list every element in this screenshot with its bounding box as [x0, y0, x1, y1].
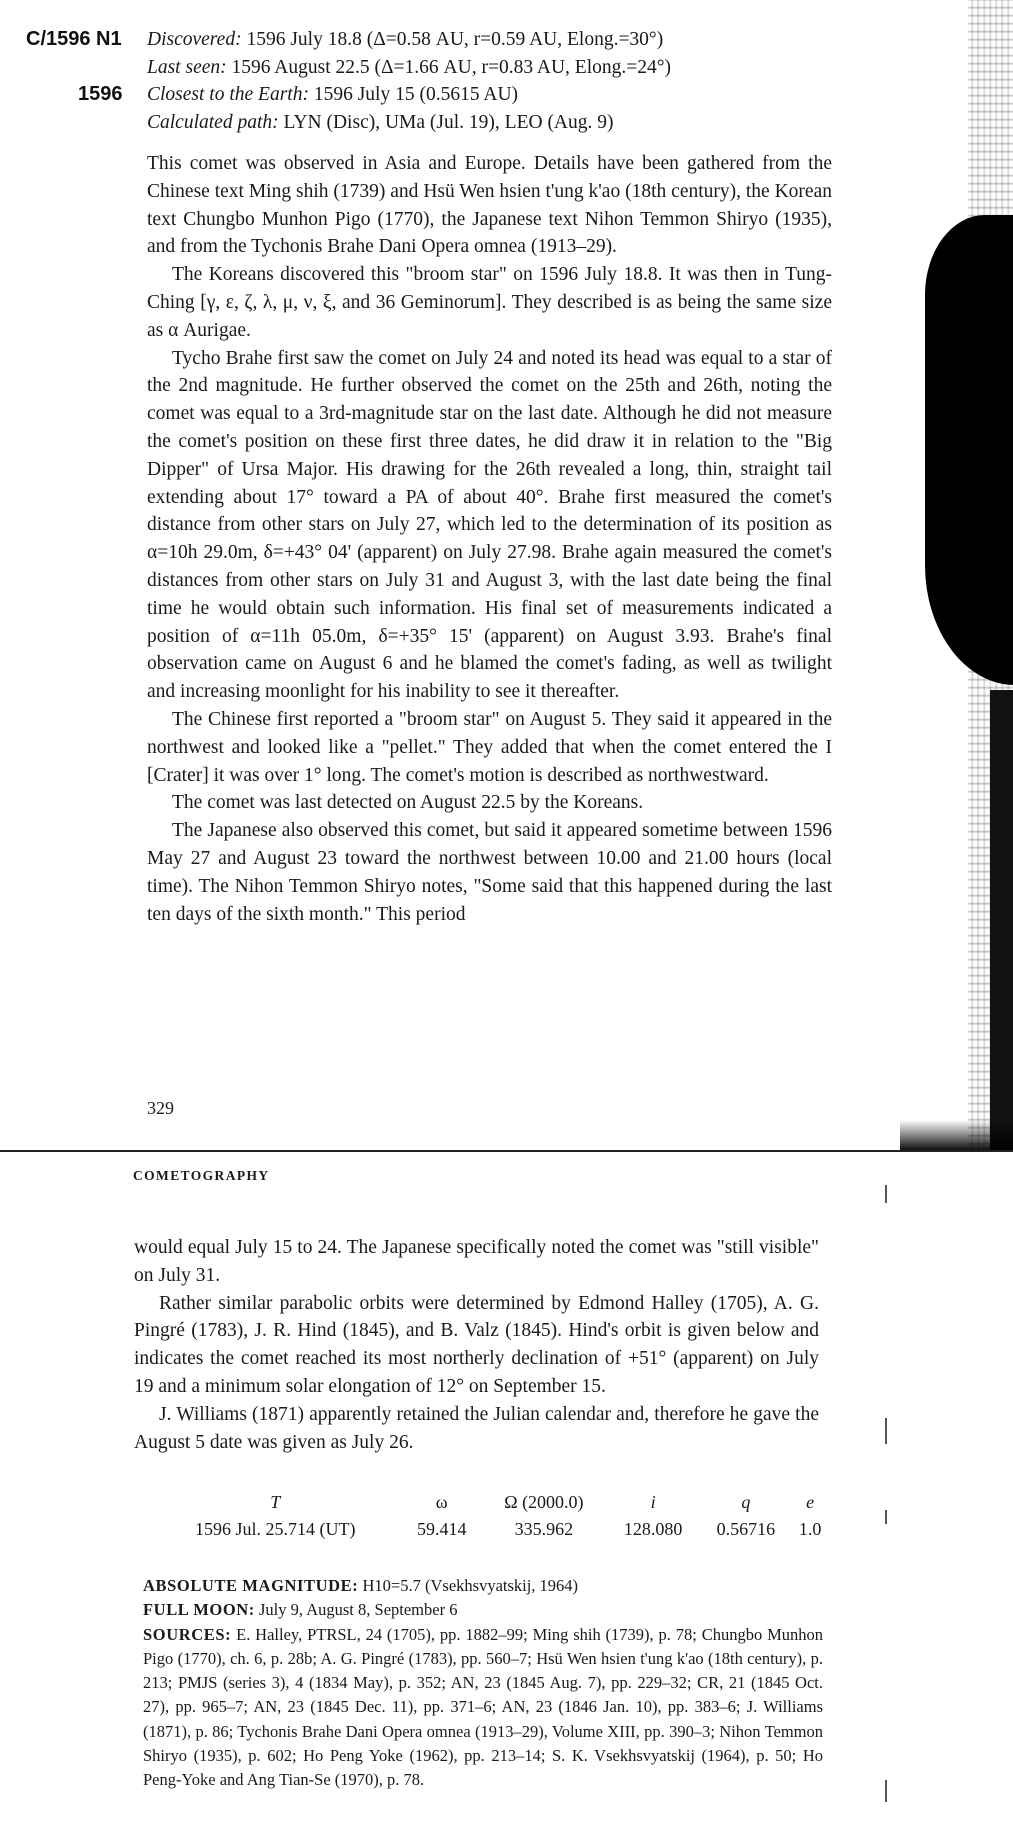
meta-label: SOURCES:: [143, 1624, 232, 1644]
fact-value: 1596 July 15 (0.5615 AU): [308, 84, 519, 105]
scan-shadow-strip: [990, 690, 1013, 1150]
margin-mark: [885, 1780, 887, 1802]
table-cell: 0.56716: [716, 1519, 776, 1539]
page-two-body: [134, 1234, 819, 1456]
meta-value: H10=5.7 (Vsekhsvyatskij, 1964): [358, 1576, 579, 1595]
paragraph: Rather similar parabolic orbits were determined by Edmond Halley (1705), A. G. Pingré (1783), J. R. Hind (1845), and B. Valz (1845). Hind's orbit is given below and indicates the comet reached its most northerly declination of +51° (apparent) on July 19 and a minimum solar elongation of 12° on September 15.: [134, 1292, 819, 1397]
meta-label: ABSOLUTE MAGNITUDE:: [143, 1576, 359, 1595]
page-divider: [0, 1150, 1013, 1152]
entry-metadata: [143, 1574, 823, 1793]
meta-label: FULL MOON:: [143, 1600, 255, 1620]
paragraph: This comet was observed in Asia and Europe. Details have been gathered from the Chinese text Ming shih (1739) and Hsü Wen hsien t'ung k'ao (18th century), the Korean text Chungbo Munhon Pigo (1770), the Japanese text Nihon Temmon Shiryo (1935), and from the Tychonis Brahe Dani Opera omnea (1913–29).: [147, 153, 832, 258]
margin-mark: [885, 1510, 887, 1524]
fact-discovered: [147, 26, 827, 54]
paragraph: Tycho Brahe first saw the comet on July 24 and noted its head was equal to a star of the 2nd magnitude. He further observed the comet on the 25th and 26th, noting the comet was equal to a 3rd-magnitude star on the last date. Although he did not measure the comet's position on these first three dates, he did draw it in relation to the "Big Dipper" of Ursa Major. His drawing for the 26th revealed a long, thin, straight tail extending about 17° toward a PA of about 40°. Brahe first measured the comet's distance from other stars on July 27, which led to the determination of its position as α=10h 29.0m, δ=+43° 04' (apparent) on July 27.98. Brahe again measured the comet's distances from other stars on July 31 and August 3, with the last date being the final time he would obtain such information. His final set of measurements indicated a position of α=11h 05.0m, δ=+35° 15' (apparent) on August 3.93. Brahe's final observation came on August 6 and he blamed the comet's fading, as well as twilight and increasing moonlight for his inability to see it thereafter.: [147, 347, 832, 703]
fact-last-seen: [147, 54, 827, 82]
sources-line: [143, 1623, 823, 1793]
table-cell: 59.414: [416, 1519, 467, 1539]
fact-path: [147, 109, 827, 137]
column-header: e: [806, 1491, 815, 1512]
column-header: T: [270, 1491, 281, 1512]
page-number: 329: [147, 1098, 174, 1118]
table-cell: 335.962: [514, 1519, 574, 1539]
orbit-elements-table: [148, 1487, 828, 1542]
fact-label: Closest to the Earth:: [147, 84, 309, 105]
fact-closest: [147, 81, 827, 109]
absolute-magnitude-line: [143, 1574, 823, 1598]
paragraph: would equal July 15 to 24. The Japanese specifically noted the comet was "still visible" on July 31.: [134, 1237, 819, 1286]
margin-mark: [885, 1185, 887, 1203]
fact-label: Last seen:: [147, 56, 227, 78]
meta-value: July 9, August 8, September 6: [254, 1600, 458, 1620]
column-header: i: [650, 1491, 656, 1512]
fact-value: 1596 July 18.8 (Δ=0.58 AU, r=0.59 AU, Elong.=30°): [241, 29, 664, 50]
comet-designation: C/1596 N1: [26, 28, 122, 50]
fact-value: LYN (Disc), UMa (Jul. 19), LEO (Aug. 9): [278, 111, 614, 133]
page-corner-shadow: [900, 1120, 1013, 1152]
paragraph: The Japanese also observed this comet, but said it appeared sometime between 1596 May 27 and August 23 toward the northwest between 10.00 and 21.00 hours (local time). The Nihon Temmon Shiryo notes, "Some said that this happened during the last ten days of the sixth month." This period: [147, 820, 832, 925]
table-cell: 1596 Jul. 25.714 (UT): [194, 1519, 356, 1539]
table-header-row: [148, 1487, 828, 1517]
fact-label: Calculated path:: [147, 111, 279, 133]
fact-label: Discovered:: [147, 29, 242, 50]
paragraph: The Koreans discovered this "broom star" on 1596 July 18.8. It was then in Tung-Ching [γ, ε, ζ, λ, μ, ν, ξ, and 36 Geminorum]. They described is as being the same size as α Aurigae.: [147, 264, 832, 341]
paragraph: The Chinese first reported a "broom star" on August 5. They said it appeared in the northwest and looked like a "pellet." They added that when the comet entered the I [Crater] it was over 1° long. The comet's motion is described as northwestward.: [147, 708, 832, 786]
running-head: COMETOGRAPHY: [133, 1168, 270, 1183]
fact-value: 1596 August 22.5 (Δ=1.66 AU, r=0.83 AU, Elong.=24°): [226, 56, 672, 78]
table-row: [148, 1517, 828, 1542]
column-header: Ω (2000.0): [504, 1491, 584, 1512]
column-header: ω: [435, 1491, 448, 1512]
comet-year: 1596: [78, 83, 123, 105]
table-cell: 1.0: [798, 1519, 822, 1539]
comet-facts: [147, 26, 827, 136]
page-one-body: [147, 150, 832, 928]
table-cell: 128.080: [623, 1519, 683, 1539]
meta-value: E. Halley, PTRSL, 24 (1705), pp. 1882–99; Ming shih (1739), p. 78; Chungbo Munhon Pigo (1770), ch. 6, p. 28b; A. G. Pingré (1783), pp. 560–7; Hsü Wen hsien t'ung k'ao (18th century), p. 213; PMJS (series 3), 4 (1834 May), p. 352; AN, 23 (1845 Aug. 7), pp. 229–32; CR, 21 (1845 Oct. 27), pp. 965–7; AN, 23 (1845 Dec. 11), pp. 371–6; AN, 23 (1846 Jan. 10), pp. 383–6; J. Williams (1871), p. 86; Tychonis Brahe Dani Opera omnea (1913–29), Volume XIII, pp. 390–3; Nihon Temmon Shiryo (1935), p. 602; Ho Peng Yoke (1962), pp. 213–14; S. K. Vsekhsvyatskij (1964), p. 50; Ho Peng-Yoke and Ang Tian-Se (1970), p. 78.: [143, 1624, 823, 1790]
paragraph: J. Williams (1871) apparently retained the Julian calendar and, therefore he gave the August 5 date was given as July 26.: [134, 1403, 819, 1453]
full-moon-line: [143, 1598, 823, 1622]
margin-mark: [885, 1418, 887, 1444]
scan-shadow-blob: [925, 215, 1013, 685]
paragraph: The comet was last detected on August 22.5 by the Koreans.: [172, 792, 644, 814]
column-header: q: [741, 1491, 751, 1512]
